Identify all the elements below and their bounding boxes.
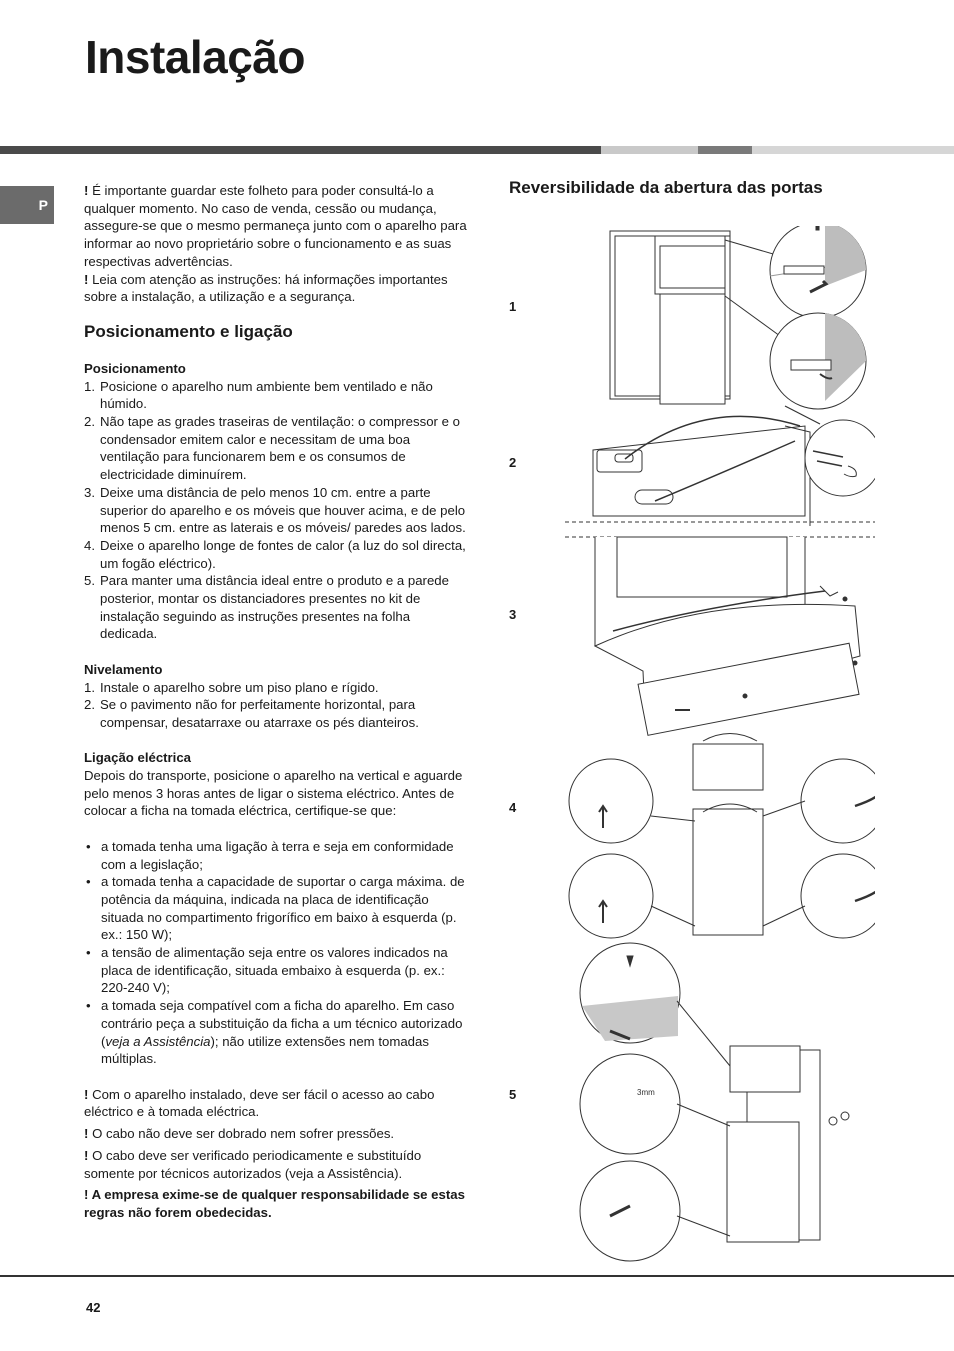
list-item: 3. Deixe uma distância de pelo menos 10 cm. entre a parte superior do aparelho e os móveis que houver acima, e de pelo menos 5 cm. entre as laterais e os móveis/ paredes aos lados. bbox=[84, 484, 466, 536]
header-bar-dark bbox=[0, 146, 601, 154]
header-bar-light bbox=[752, 146, 954, 154]
posicionamento-list bbox=[84, 378, 469, 644]
header-bar bbox=[0, 146, 954, 154]
intro-text-1: É importante guardar este folheto para poder consultá-lo a qualquer momento. No caso de venda, cessão ou mudança, assegure-se que o mesmo permaneça junto com o aparelho para informar ao novo proprietário sobre o funcionamento e as suas respectivas advertências. bbox=[84, 183, 467, 269]
intro-paragraph-2 bbox=[84, 271, 469, 306]
intro-paragraph-1 bbox=[84, 182, 469, 271]
figure-label: 3mm bbox=[637, 1088, 655, 1097]
left-column bbox=[84, 182, 469, 1222]
list-item: • a tomada tenha a capacidade de suportar o carga máxima. de potência da máquina, indicada na placa de identificação situada no compartimento frigorífico em baixo à esquerda (p. ex.: 150 W); bbox=[86, 874, 465, 943]
step-number: 4 bbox=[509, 800, 517, 815]
step-number: 1 bbox=[509, 299, 517, 314]
warning-3: ! O cabo deve ser verificado periodicamente e substituído somente por técnicos autorizados (veja a Assistência). bbox=[84, 1147, 422, 1181]
nivelamento-list bbox=[84, 679, 469, 732]
list-item: • a tensão de alimentação seja entre os valores indicados na placa de identificação, situada embaixo à esquerda (p. ex.: 220-240 V); bbox=[86, 945, 448, 996]
step5-figure bbox=[580, 943, 849, 1261]
door-reversal-illustration bbox=[555, 226, 875, 1266]
list-item: • a tomada seja compatível com a ficha do aparelho. Em caso contrário peça a substituição da ficha a um técnico autorizado (veja a Assistência); não utilize extensões nem tomadas múltiplas. bbox=[86, 998, 463, 1067]
language-tab: P bbox=[0, 186, 54, 224]
list-item: 1. Posicione o aparelho num ambiente bem ventilado e não húmido. bbox=[84, 378, 433, 412]
step1-detail-top bbox=[770, 226, 866, 318]
header-bar-mid2 bbox=[698, 146, 752, 154]
step-number: 5 bbox=[509, 1087, 517, 1102]
reversibility-title: Reversibilidade da abertura das portas bbox=[509, 178, 823, 197]
list-item: 2. Não tape as grades traseiras de ventilação: o compressor e o condensador emitem calor e necessitam de uma boa ventilação para funcionarem bem e os consumos de electricidade diminuírem. bbox=[84, 414, 460, 483]
subsection-ligacao: Ligação eléctrica bbox=[84, 750, 192, 766]
step1-fridge-figure bbox=[610, 231, 780, 404]
warning-1: ! Com o aparelho instalado, deve ser fácil o acesso ao cabo eléctrico e à tomada eléctrica. bbox=[84, 1086, 435, 1120]
step2-figure bbox=[593, 406, 875, 526]
header-bar-mid bbox=[601, 146, 698, 154]
step4-figure bbox=[569, 734, 875, 939]
list-item: 2. Se o pavimento não for perfeitamente horizontal, para compensar, desatarraxe ou atarraxe os pés dianteiros. bbox=[84, 697, 419, 730]
section-title: Posicionamento e ligação bbox=[84, 321, 293, 341]
step-number: 2 bbox=[509, 455, 517, 470]
step3-figure bbox=[595, 537, 860, 735]
warning-mark: ! bbox=[84, 271, 89, 287]
footer-rule bbox=[0, 1275, 954, 1277]
final-warning: ! A empresa exime-se de qualquer responsabilidade se estas regras não forem obedecidas. bbox=[84, 1187, 465, 1220]
warning-2: ! O cabo não deve ser dobrado nem sofrer pressões. bbox=[84, 1126, 395, 1142]
list-item: • a tomada tenha uma ligação à terra e seja em conformidade com a legislação; bbox=[86, 838, 454, 872]
page-title: Instalação bbox=[85, 31, 305, 83]
ligacao-bullets bbox=[84, 838, 469, 1068]
intro-text-2: Leia com atenção as instruções: há informações importantes sobre a instalação, a utilização e a segurança. bbox=[84, 271, 448, 305]
list-item: 1. Instale o aparelho sobre um piso plano e rígido. bbox=[84, 679, 379, 695]
subsection-posicionamento: Posicionamento bbox=[84, 360, 186, 376]
page-number: 42 bbox=[86, 1300, 101, 1315]
ligacao-intro: Depois do transporte, posicione o aparelho na vertical e aguarde pelo menos 3 horas antes de ligar o sistema eléctrico. Antes de colocar a ficha na tomada eléctrica, certifique-se que: bbox=[84, 768, 463, 819]
step1-detail-bottom bbox=[770, 313, 866, 409]
warning-mark: ! bbox=[84, 183, 89, 198]
step-number: 3 bbox=[509, 607, 517, 622]
list-item: 5. Para manter uma distância ideal entre o produto e a parede posterior, montar os distanciadores presentes no kit de instalação seguindo as instruções presentes na folha dedicada. bbox=[84, 573, 449, 642]
list-item: 4. Deixe o aparelho longe de fontes de calor (a luz do sol directa, um fogão eléctrico). bbox=[84, 537, 466, 571]
subsection-nivelamento: Nivelamento bbox=[84, 661, 163, 677]
